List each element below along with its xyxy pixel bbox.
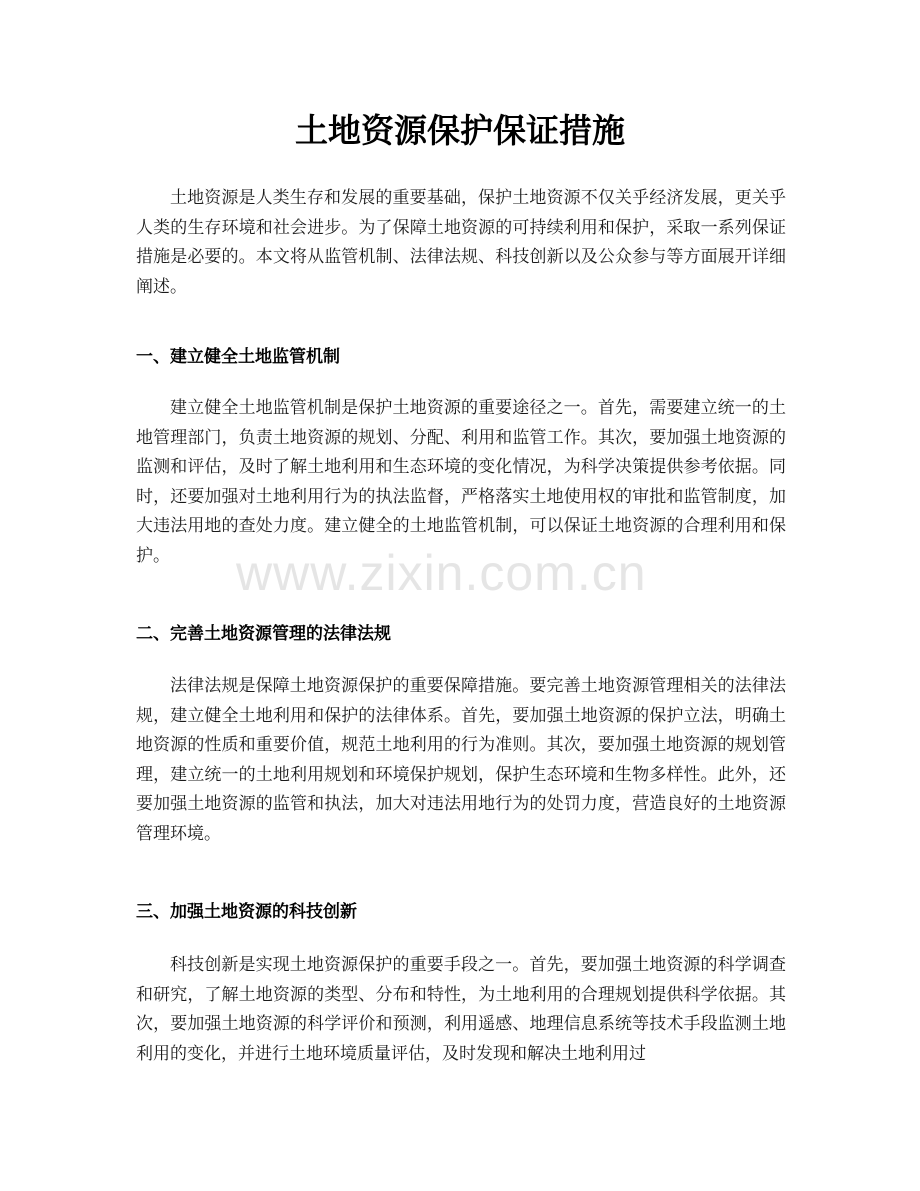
section-body-1: 建立健全土地监管机制是保护土地资源的重要途径之一。首先，需要建立统一的土地管理部门，负责土地资源的规划、分配、利用和监管工作。其次，要加强土地资源的监测和评估，及时了解土地利用和生态环境的变化情况，为科学决策提供参考依据。同时，还要加强对土地利用行为的执法监督，严格落实土地使用权的审批和监管制度，加大违法用地的查处力度。建立健全的土地监管机制，可以保证土地资源的合理利用和保护。 bbox=[136, 398, 786, 566]
section-body-3: 科技创新是实现土地资源保护的重要手段之一。首先，要加强土地资源的科学调查和研究，了解土地资源的类型、分布和特性，为土地利用的合理规划提供科学依据。其次，要加强土地资源的科学评价和预测，利用遥感、地理信息系统等技术手段监测土地利用的变化，并进行土地环境质量评估，及时发现和解决土地利用过 bbox=[136, 955, 786, 1064]
section-body-2: 法律法规是保障土地资源保护的重要保障措施。要完善土地资源管理相关的法律法规，建立健全土地利用和保护的法律体系。首先，要加强土地资源的保护立法，明确土地资源的性质和重要价值，规范土地利用的行为准则。其次，要加强土地资源的规划管理，建立统一的土地利用规划和环境保护规划，保护生态环境和生物多样性。此外，还要加强土地资源的监管和执法，加大对违法用地行为的处罚力度，营造良好的土地资源管理环境。 bbox=[136, 676, 786, 844]
watermark: www.zixin.com.cn bbox=[236, 545, 647, 601]
section-heading-2: 二、完善土地资源管理的法律法规 bbox=[136, 624, 391, 644]
section-heading-1: 一、建立健全土地监管机制 bbox=[136, 347, 340, 367]
section-heading-3: 三、加强土地资源的科技创新 bbox=[136, 902, 357, 922]
intro-paragraph: 土地资源是人类生存和发展的重要基础，保护土地资源不仅关乎经济发展，更关乎人类的生存环境和社会进步。为了保障土地资源的可持续利用和保护，采取一系列保证措施是必要的。本文将从监管机制、法律法规、科技创新以及公众参与等方面展开详细阐述。 bbox=[136, 188, 786, 297]
document-title: 土地资源保护保证措施 bbox=[295, 111, 625, 150]
